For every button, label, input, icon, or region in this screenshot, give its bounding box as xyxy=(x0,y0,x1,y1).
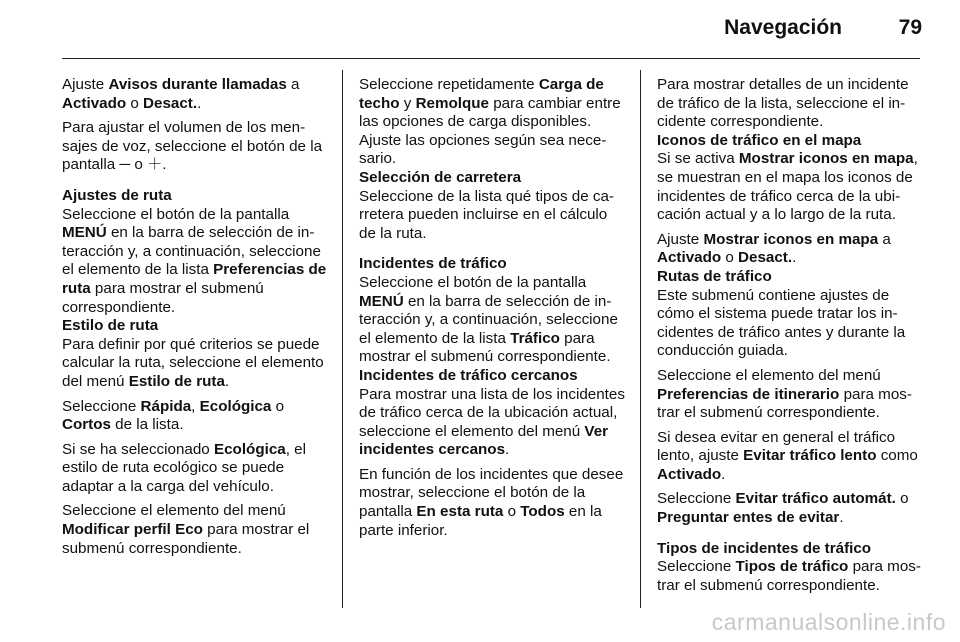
text: para mostrar el submenú correspondiente. xyxy=(62,279,264,316)
paragraph xyxy=(657,429,927,485)
menu-term: Mostrar iconos en mapa xyxy=(703,230,879,248)
menu-term: Ver incidentes cercanos xyxy=(359,422,609,459)
paragraph xyxy=(657,367,927,423)
text: para mostrar el submenú correspondiente. xyxy=(359,329,611,366)
menu-term: Evitar tráfico lento xyxy=(743,447,877,465)
paragraph xyxy=(359,76,627,169)
section-rutas-de-trafico xyxy=(657,268,927,361)
text: o xyxy=(721,249,739,267)
section-incidentes-de-trafico xyxy=(359,255,627,367)
menu-term: Desact. xyxy=(143,94,198,112)
text: . xyxy=(505,441,510,459)
text: de la lista. xyxy=(110,416,184,434)
section-heading: Incidentes de tráfico cercanos xyxy=(359,366,578,384)
text: Seleccione el botón de la pantalla xyxy=(359,273,587,291)
menu-term: Evitar tráfico automát. xyxy=(735,490,896,508)
text: y xyxy=(399,94,416,112)
menu-term: Tipos de tráfico xyxy=(735,558,849,576)
section-heading: Iconos de tráfico en el mapa xyxy=(657,131,862,149)
menu-term: Tráfico xyxy=(510,329,560,347)
section-incidentes-cercanos xyxy=(359,367,627,460)
page-number: 79 xyxy=(898,16,922,39)
section-heading: Ajustes de ruta xyxy=(62,186,172,204)
text: . xyxy=(721,465,726,483)
text-column-2 xyxy=(359,76,627,546)
menu-term: Activado xyxy=(657,249,722,267)
text: Seleccione xyxy=(657,558,736,576)
paragraph: Para mostrar detalles de un incidente de tráfico de la lista, seleccione el incidente correspondiente. xyxy=(657,76,909,131)
text: en la barra de selección de interacción y, a continuación, seleccione el elemento de la lista xyxy=(62,224,321,279)
menu-term: Preguntar entes de evitar xyxy=(657,509,840,527)
menu-term: Cortos xyxy=(62,416,111,434)
text: para mostrar el submenú correspondiente. xyxy=(62,521,310,557)
menu-term: Activado xyxy=(62,94,127,112)
paragraph xyxy=(62,502,327,558)
text: Ajuste xyxy=(657,230,704,248)
text: Seleccione de la lista qué tipos de carretera pueden incluirse en el cálculo de la ruta. xyxy=(359,187,614,242)
section-heading: Selección de carretera xyxy=(359,168,522,186)
section-estilo-de-ruta xyxy=(62,317,327,391)
text: Ajuste xyxy=(62,76,109,93)
text: en la parte inferior. xyxy=(359,503,602,539)
section-heading: Rutas de tráfico xyxy=(657,267,772,285)
menu-term: MENÚ xyxy=(359,292,404,310)
section-heading: Incidentes de tráfico xyxy=(359,255,507,273)
text: Seleccione xyxy=(62,397,141,415)
menu-term: Todos xyxy=(520,503,565,521)
text: . xyxy=(792,249,797,267)
text: Seleccione el botón de la pantalla xyxy=(62,205,290,223)
menu-term: Ecológica xyxy=(199,397,272,415)
menu-term: Preferencias de ruta xyxy=(62,261,327,297)
menu-term: Preferencias de itinerario xyxy=(657,385,840,403)
text: Seleccione xyxy=(657,490,736,508)
text-column-1 xyxy=(62,76,327,564)
menu-term: Rápida xyxy=(140,397,192,415)
paragraph xyxy=(62,398,327,435)
text: , xyxy=(191,397,200,415)
text: Seleccione repetidamente xyxy=(359,76,539,93)
menu-term: Estilo de ruta xyxy=(128,372,225,390)
menu-term: Avisos durante llamadas xyxy=(108,76,287,93)
text: para cambiar entre las opciones de carga disponibles. Ajuste las opciones según sea necesario. xyxy=(359,94,621,168)
column-divider-1 xyxy=(342,70,343,608)
text: Si se activa xyxy=(657,150,739,168)
text: Seleccione el elemento del menú xyxy=(657,366,881,384)
menu-term: Ecológica xyxy=(213,440,286,458)
menu-term: Modificar perfil Eco xyxy=(62,521,203,539)
paragraph xyxy=(359,466,627,540)
paragraph xyxy=(657,231,927,268)
menu-term: Carga de techo xyxy=(359,76,604,112)
paragraph xyxy=(657,490,927,527)
text: Si desea evitar en general el tráfico lento, ajuste xyxy=(657,428,896,465)
text: para mostrar el submenú correspondiente. xyxy=(657,385,912,422)
paragraph: Para ajustar el volumen de los mensajes de voz, seleccione el botón de la pantalla ─ o ＋. xyxy=(62,119,323,174)
text: o xyxy=(271,397,285,415)
menu-term: Remolque xyxy=(415,94,489,112)
text: o xyxy=(503,503,521,521)
text: . xyxy=(839,509,844,527)
text: a xyxy=(286,76,300,93)
section-ajustes-de-ruta xyxy=(62,187,327,317)
text: para mostrar el submenú correspondiente. xyxy=(657,558,921,594)
text: Para definir por qué criterios se puede calcular la ruta, seleccione el elemento del menú xyxy=(62,335,324,390)
text: en la barra de selección de interacción y, a continuación, seleccione el elemento de la lista xyxy=(359,292,618,347)
text: Seleccione el elemento del menú xyxy=(62,502,286,520)
menu-term: MENÚ xyxy=(62,224,107,242)
menu-term: Desact. xyxy=(738,249,793,267)
text: , se muestran en el mapa los iconos de incidentes de tráfico cerca de la ubicación actual y a lo largo de la ruta. xyxy=(657,150,918,224)
section-heading: Tipos de incidentes de tráfico xyxy=(657,539,872,557)
menu-term: En esta ruta xyxy=(416,503,504,521)
section-iconos-de-trafico xyxy=(657,132,927,225)
text: Este submenú contiene ajustes de cómo el sistema puede tratar los incidentes de tráfico antes y durante la conducción guiada. xyxy=(657,286,906,360)
section-tipos-de-incidentes xyxy=(657,540,927,596)
text: o xyxy=(126,94,144,112)
text: . xyxy=(197,94,202,112)
text: . xyxy=(224,372,230,390)
header-divider xyxy=(62,58,920,59)
text-column-3 xyxy=(657,76,927,601)
text: , el estilo de ruta ecológico se puede adaptar a la carga del vehículo. xyxy=(62,440,306,495)
page-title: Navegación xyxy=(724,16,842,39)
text: o xyxy=(895,490,909,508)
menu-term: Activado xyxy=(657,465,722,483)
text: En función de los incidentes que desee mostrar, seleccione el botón de la pantalla xyxy=(359,465,624,521)
menu-term: Mostrar iconos en mapa xyxy=(738,150,914,168)
text: a xyxy=(878,230,891,248)
paragraph xyxy=(62,441,327,497)
text: Si se ha seleccionado xyxy=(62,440,214,458)
section-heading: Estilo de ruta xyxy=(62,317,159,335)
column-divider-2 xyxy=(640,70,641,608)
watermark-text: carmanualsonline.info xyxy=(711,609,946,635)
text: como xyxy=(876,447,918,465)
text: Para mostrar una lista de los incidentes de tráfico cerca de la ubicación actual, seleccione el elemento del menú xyxy=(359,385,625,440)
section-seleccion-de-carretera xyxy=(359,169,627,243)
paragraph xyxy=(62,76,327,113)
